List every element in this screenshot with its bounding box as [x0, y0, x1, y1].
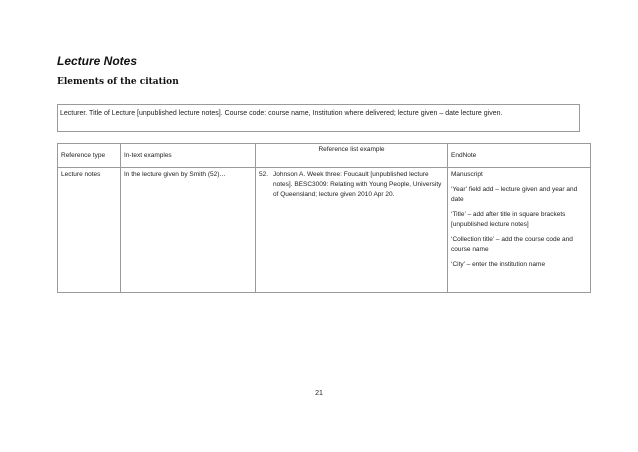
reference-table — [57, 143, 591, 293]
header-endnote: EndNote — [448, 144, 591, 168]
header-in-text-examples: In-text examples — [121, 144, 256, 168]
endnote-line: ‘Year’ field add – lecture given and year and date — [451, 186, 578, 203]
reference-number: 52. — [259, 171, 269, 178]
reference-text: Johnson A. Week three: Foucault [unpublished lecture notes]. BESC3009: Relating with Young People, University of Queensland; lecture given 2010 Apr 20. — [273, 171, 442, 198]
endnote-line: ‘City’ – enter the institution name — [451, 261, 546, 268]
table-header-row — [58, 144, 591, 168]
cell-reference-list-example — [256, 168, 448, 293]
header-reference-type: Reference type — [58, 144, 121, 168]
header-reference-list-example: Reference list example — [256, 144, 448, 168]
citation-format-box — [57, 104, 580, 132]
table-row — [58, 168, 591, 293]
endnote-line: ‘Title’ – add after title in square brackets [unpublished lecture notes] — [451, 211, 566, 228]
endnote-line: ‘Collection title’ – add the course code and course name — [451, 236, 573, 253]
page-title: Lecture Notes — [57, 54, 138, 68]
cell-reference-type: Lecture notes — [58, 168, 121, 293]
endnote-line: Manuscript — [451, 171, 483, 178]
cell-endnote — [448, 168, 591, 293]
page-number: 21 — [315, 390, 323, 397]
section-subheading: Elements of the citation — [57, 77, 179, 87]
cell-in-text-example: In the lecture given by Smith (52)… — [121, 168, 256, 293]
citation-format-text: Lecturer. Title of Lecture [unpublished lecture notes]. Course code: course name, Institution where delivered; lecture given – date lecture given. — [60, 110, 503, 117]
